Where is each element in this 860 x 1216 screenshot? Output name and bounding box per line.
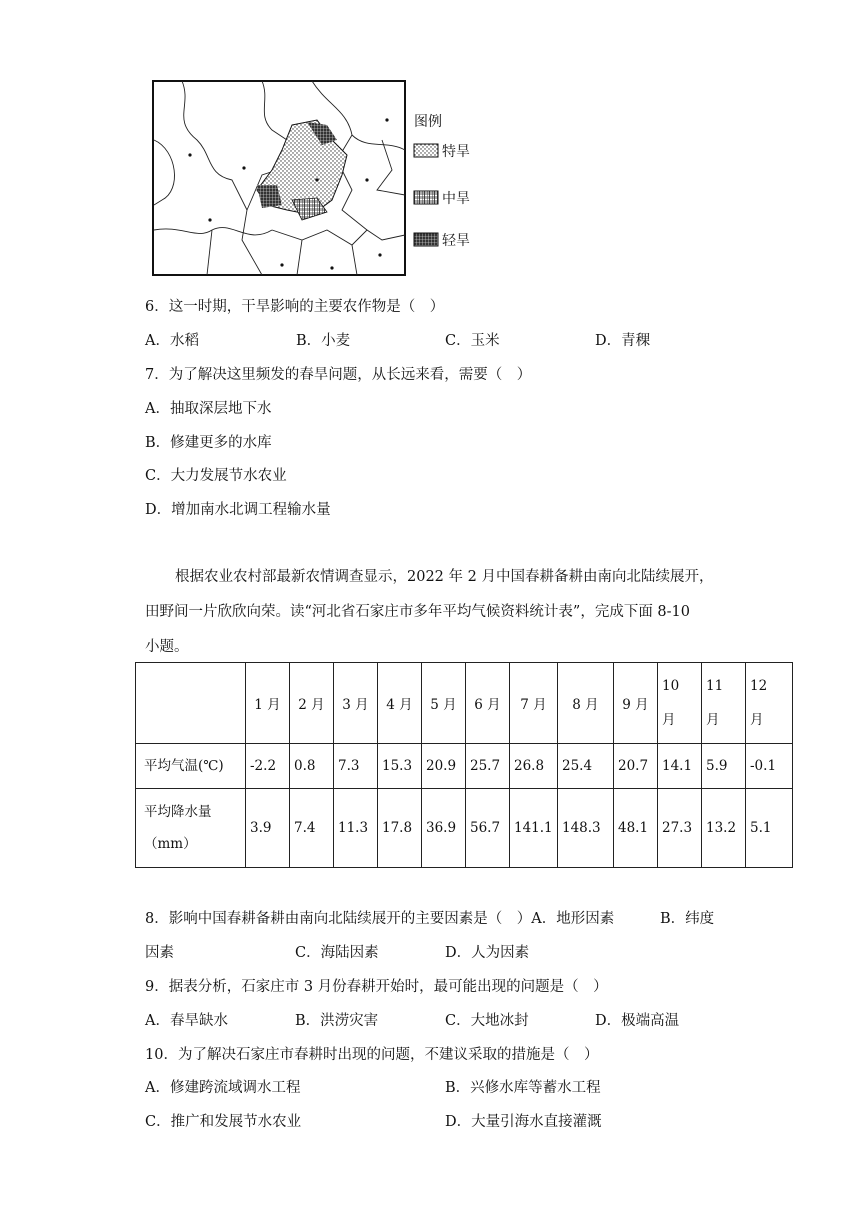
q7-option-b[interactable]: B．修建更多的水库 [145, 435, 272, 451]
header-month-12 [746, 663, 793, 744]
q6-option-d[interactable]: D．青稞 [595, 333, 651, 349]
legend-title: 图例 [414, 114, 442, 130]
table-cell: 25.4 [558, 744, 614, 789]
q10-option-a[interactable]: A．修建跨流域调水工程 [145, 1080, 301, 1096]
table-cell: 0.8 [290, 744, 334, 789]
q9-option-c[interactable]: C．大地冰封 [445, 1013, 529, 1029]
q8-stem: 8．影响中国春耕备耕由南向北陆续展开的主要因素是（ ）A．地形因素 [145, 911, 615, 927]
table-cell: 7.4 [290, 789, 334, 868]
header-month-6: 6 月 [466, 663, 510, 744]
table-cell: 20.9 [422, 744, 466, 789]
table-row-precipitation [136, 789, 793, 868]
q8-option-c[interactable]: C．海陆因素 [295, 945, 379, 961]
precipitation-label-line-2: （mm） [144, 836, 197, 852]
q10-option-b[interactable]: B．兴修水库等蓄水工程 [445, 1080, 601, 1096]
table-cell: 13.2 [702, 789, 746, 868]
table-cell: -2.2 [246, 744, 290, 789]
header-month-10-num: 10 [662, 678, 680, 694]
q10-option-c[interactable]: C．推广和发展节水农业 [145, 1114, 302, 1130]
table-cell: -0.1 [746, 744, 793, 789]
legend-swatch-light [414, 233, 438, 246]
legend-label-severe: 特旱 [442, 144, 470, 160]
table-cell: 7.3 [334, 744, 378, 789]
header-month-12-unit: 月 [750, 712, 764, 728]
q6-stem: 6．这一时期，干旱影响的主要农作物是（ ） [145, 299, 445, 315]
header-month-12-num: 12 [750, 678, 768, 694]
q8-option-d[interactable]: D．人为因素 [445, 945, 530, 961]
table-cell: 148.3 [558, 789, 614, 868]
table-cell: 15.3 [378, 744, 422, 789]
header-month-5: 5 月 [422, 663, 466, 744]
table-cell: 27.3 [658, 789, 702, 868]
q7-option-d[interactable]: D．增加南水北调工程输水量 [145, 502, 331, 518]
header-month-11-num: 11 [706, 678, 724, 694]
passage-line-1: 根据农业农村部最新农情调查显示，2022 年 2 月中国春耕备耕由南向北陆续展开， [175, 569, 714, 585]
header-corner-cell [136, 663, 246, 744]
table-cell: 141.1 [510, 789, 558, 868]
header-month-11-unit: 月 [706, 712, 720, 728]
table-row-temperature [136, 744, 793, 789]
header-month-10-unit: 月 [662, 712, 676, 728]
drought-map-figure [152, 80, 480, 276]
header-month-8: 8 月 [558, 663, 614, 744]
q10-stem: 10．为了解决石家庄市春耕时出现的问题，不建议采取的措施是（ ） [145, 1047, 599, 1063]
q9-stem: 9．据表分析，石家庄市 3 月份春耕开始时，最可能出现的问题是（ ） [145, 979, 608, 995]
q9-option-d[interactable]: D．极端高温 [595, 1013, 680, 1029]
table-cell: 48.1 [614, 789, 658, 868]
table-cell: 5.1 [746, 789, 793, 868]
passage-line-3: 小题。 [145, 639, 189, 655]
q9-option-a[interactable]: A．春旱缺水 [145, 1013, 228, 1029]
climate-data-table [135, 662, 793, 868]
table-cell: 14.1 [658, 744, 702, 789]
legend-label-light: 轻旱 [442, 233, 470, 249]
table-cell: 36.9 [422, 789, 466, 868]
q6-option-b[interactable]: B．小麦 [296, 333, 351, 349]
header-month-11 [702, 663, 746, 744]
table-cell: 17.8 [378, 789, 422, 868]
table-cell: 56.7 [466, 789, 510, 868]
precipitation-label-line-1: 平均降水量 [144, 804, 212, 820]
header-month-9: 9 月 [614, 663, 658, 744]
table-cell: 3.9 [246, 789, 290, 868]
header-month-7: 7 月 [510, 663, 558, 744]
legend-swatch-severe [414, 144, 438, 157]
table-cell: 20.7 [614, 744, 658, 789]
q7-option-c[interactable]: C．大力发展节水农业 [145, 468, 287, 484]
table-header-row [136, 663, 793, 744]
header-month-2: 2 月 [290, 663, 334, 744]
q6-option-a[interactable]: A．水稻 [145, 333, 199, 349]
table-cell: 25.7 [466, 744, 510, 789]
q9-option-b[interactable]: B．洪涝灾害 [295, 1013, 379, 1029]
legend-label-moderate: 中旱 [442, 191, 470, 207]
q7-stem: 7．为了解决这里频发的春旱问题，从长远来看，需要（ ） [145, 367, 532, 383]
header-month-4: 4 月 [378, 663, 422, 744]
q8-option-b[interactable]: B．纬度 [660, 911, 715, 927]
map-legend [414, 114, 470, 249]
q8-option-b-continued: 因素 [145, 945, 174, 961]
table-cell: 26.8 [510, 744, 558, 789]
table-cell: 5.9 [702, 744, 746, 789]
passage-line-2: 田野间一片欣欣向荣。读“河北省石家庄市多年平均气候资料统计表”，完成下面 8-10 [145, 604, 691, 620]
header-month-3: 3 月 [334, 663, 378, 744]
q6-option-c[interactable]: C．玉米 [445, 333, 500, 349]
table-cell: 11.3 [334, 789, 378, 868]
q7-option-a[interactable]: A．抽取深层地下水 [145, 401, 272, 417]
header-month-1: 1 月 [246, 663, 290, 744]
legend-swatch-moderate [414, 191, 438, 204]
temperature-row-label: 平均气温(℃) [136, 744, 246, 789]
precipitation-row-label [136, 789, 246, 868]
header-month-10 [658, 663, 702, 744]
q10-option-d[interactable]: D．大量引海水直接灌溉 [445, 1114, 602, 1130]
